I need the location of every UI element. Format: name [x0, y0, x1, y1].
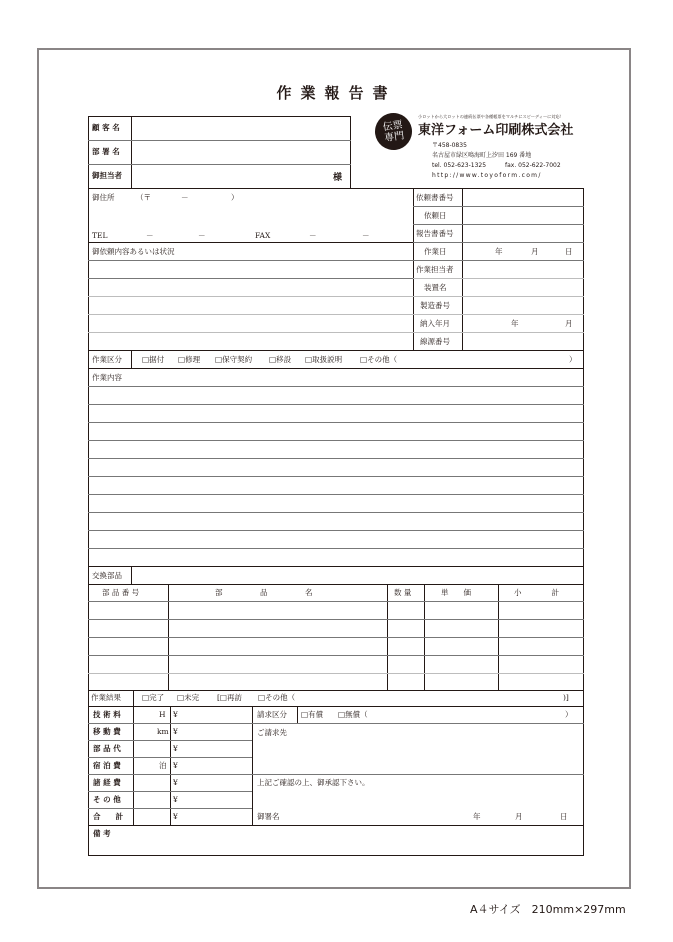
divider [413, 278, 584, 279]
device-name-label: 装置名 [424, 283, 447, 292]
divider [413, 242, 584, 243]
travel-fee-field[interactable] [182, 725, 250, 739]
request-date-label: 依頼日 [424, 211, 447, 220]
work-result-label: 作業結果 [91, 693, 121, 702]
parts-row-4-name[interactable] [170, 657, 385, 672]
parts-row-3-price[interactable] [426, 639, 496, 654]
delivery-year: 年 [511, 319, 519, 328]
parts-row-4-price[interactable] [426, 657, 496, 672]
department-label: 部 署 名 [92, 147, 120, 156]
parts-header-name: 部 品 名 [215, 588, 313, 597]
billing-paid-checkbox[interactable]: □有償 [301, 710, 324, 719]
technical-fee-yen: ¥ [173, 710, 178, 719]
parts-header-subtotal: 小 計 [514, 588, 559, 597]
postal-dash: － [181, 193, 189, 202]
billing-free-checkbox[interactable]: □無償（ [338, 710, 368, 719]
tel-label: TEL [92, 231, 108, 240]
source-number-field[interactable] [464, 334, 582, 349]
customer-name-field[interactable] [133, 118, 349, 139]
parts-row-2-number[interactable] [90, 621, 166, 636]
serial-number-field[interactable] [464, 298, 582, 313]
other-cost-label: そ の 他 [93, 795, 121, 804]
parts-row-2-price[interactable] [426, 621, 496, 636]
request-number-field[interactable] [464, 190, 582, 205]
remarks-field[interactable] [90, 840, 582, 854]
billing-close: ） [565, 710, 573, 719]
divider [413, 188, 414, 350]
divider [462, 188, 463, 350]
work-result-complete-checkbox[interactable]: □完了 [142, 693, 165, 702]
divider [131, 566, 132, 584]
technical-fee-label: 技 術 料 [93, 710, 121, 719]
parts-row-3-qty[interactable] [389, 639, 422, 654]
travel-fee-label: 移 動 費 [93, 727, 121, 736]
contact-person-label: 御担当者 [92, 171, 122, 180]
divider [88, 637, 584, 638]
address-label: 御住所 [92, 193, 115, 202]
lodging-fee-label: 宿 泊 費 [93, 761, 121, 770]
divider [88, 140, 351, 141]
device-name-field[interactable] [464, 280, 582, 295]
honorific-sama: 様 [333, 173, 343, 183]
signature-day: 日 [560, 812, 568, 821]
work-type-label: 作業区分 [92, 355, 122, 364]
divider [413, 224, 584, 225]
parts-row-5-price[interactable] [426, 675, 496, 689]
signature-month: 月 [515, 812, 523, 821]
parts-row-2-name[interactable] [170, 621, 385, 636]
billing-type-label: 請求区分 [257, 710, 287, 719]
parts-label: 交換部品 [92, 571, 122, 580]
work-result-incomplete-checkbox[interactable]: □未完 [177, 693, 200, 702]
parts-row-4-number[interactable] [90, 657, 166, 672]
divider [297, 706, 298, 723]
parts-row-1-name[interactable] [170, 603, 385, 618]
work-type-relocation-checkbox[interactable]: □移設 [269, 355, 292, 364]
parts-row-4-qty[interactable] [389, 657, 422, 672]
worker-label: 作業担当者 [416, 265, 454, 274]
paper-size-note: A４サイズ 210mm×297mm [470, 903, 626, 916]
work-result-other-checkbox[interactable]: □その他（ [258, 693, 296, 702]
worker-field[interactable] [464, 262, 582, 277]
report-number-label: 報告書番号 [416, 229, 454, 238]
parts-cost-yen: ¥ [173, 744, 178, 753]
divider [88, 260, 413, 261]
badge-text: 伝票 [382, 119, 404, 133]
divider [88, 673, 584, 674]
parts-row-4-subtotal[interactable] [500, 657, 582, 672]
misc-expenses-yen: ¥ [173, 778, 178, 787]
work-date-day: 日 [565, 247, 573, 256]
work-content-label: 作業内容 [92, 373, 122, 382]
address-field[interactable] [92, 206, 410, 226]
technical-fee-field[interactable] [182, 708, 250, 722]
company-url[interactable]: http://www.toyoform.com/ [432, 172, 542, 179]
report-number-field[interactable] [464, 226, 582, 241]
divider [88, 774, 584, 775]
parts-row-2-subtotal[interactable] [500, 621, 582, 636]
tel-dash: － [146, 231, 154, 240]
divider [413, 206, 584, 207]
delivery-month-label: 納入年月 [420, 319, 450, 328]
work-result-close: )] [563, 693, 569, 702]
work-date-month: 月 [531, 247, 539, 256]
divider [88, 242, 413, 243]
billing-to-label: ご請求先 [257, 728, 287, 737]
tel-dash: － [198, 231, 206, 240]
divider [88, 619, 584, 620]
page-title: 作業報告書 [276, 84, 397, 102]
divider [88, 601, 584, 602]
postal-close: ） [231, 193, 239, 202]
travel-fee-yen: ¥ [173, 727, 178, 736]
divider [88, 825, 584, 826]
divider [88, 584, 584, 585]
postal-open: （〒 [136, 193, 151, 202]
lodging-fee-field[interactable] [182, 759, 250, 773]
contact-person-field[interactable] [133, 166, 333, 187]
divider [88, 757, 252, 758]
parts-header-number: 部 品 番 号 [102, 588, 140, 597]
divider [88, 690, 584, 691]
lodging-fee-yen: ¥ [173, 761, 178, 770]
travel-fee-unit: km [157, 727, 169, 736]
billing-to-field[interactable] [256, 740, 582, 772]
work-type-instruction-checkbox[interactable]: □取扱説明 [305, 355, 343, 364]
divider [88, 791, 252, 792]
divider [88, 566, 584, 567]
parts-cost-label: 部 品 代 [93, 744, 121, 753]
divider [133, 690, 134, 706]
divider [131, 350, 132, 368]
company-name: 東洋フォーム印刷株式会社 [418, 123, 574, 138]
total-field[interactable] [182, 810, 250, 824]
signature-label: 御署名 [257, 812, 280, 821]
divider [88, 386, 584, 387]
fax-dash: － [362, 231, 370, 240]
parts-cost-field[interactable] [182, 742, 250, 756]
divider [413, 314, 584, 315]
request-details-label: 御依頼内容あるいは状況 [92, 247, 175, 256]
company-address: 名古屋市緑区鳴海町上汐田 169 番地 [432, 152, 532, 159]
divider [88, 740, 252, 741]
signature-year: 年 [473, 812, 481, 821]
total-yen: ¥ [173, 812, 178, 821]
parts-row-1-subtotal[interactable] [500, 603, 582, 618]
divider [88, 350, 584, 351]
divider [88, 164, 351, 165]
source-number-label: 線源番号 [420, 337, 450, 346]
divider [88, 808, 252, 809]
work-type-install-checkbox[interactable]: □据付 [142, 355, 165, 364]
misc-expenses-field[interactable] [182, 776, 250, 790]
work-content-field[interactable] [90, 388, 582, 564]
work-date-year: 年 [495, 247, 503, 256]
badge-text: 専門 [383, 130, 405, 144]
customer-name-label: 顧 客 名 [92, 123, 120, 132]
divider [413, 296, 584, 297]
divider [88, 655, 584, 656]
parts-row-5-subtotal[interactable] [500, 675, 582, 689]
parts-row-3-name[interactable] [170, 639, 385, 654]
divider [413, 332, 584, 333]
department-field[interactable] [133, 142, 349, 163]
work-type-close: ） [569, 355, 577, 364]
parts-row-5-qty[interactable] [389, 675, 422, 689]
company-postal: 〒458-0835 [432, 142, 467, 149]
fax-dash: － [309, 231, 317, 240]
parts-row-1-price[interactable] [426, 603, 496, 618]
company-tagline: 小ロットから大ロットの連続伝票や各種帳票をマルチにスピーディーに対応！ [418, 114, 564, 119]
request-number-label: 依頼書番号 [416, 193, 454, 202]
divider [413, 260, 584, 261]
parts-row-2-qty[interactable] [389, 621, 422, 636]
lodging-fee-unit: 泊 [159, 761, 167, 770]
fax-label: FAX [255, 231, 271, 240]
delivery-month: 月 [565, 319, 573, 328]
remarks-label: 備 考 [93, 829, 111, 838]
parts-row-3-number[interactable] [90, 639, 166, 654]
misc-expenses-label: 諸 経 費 [93, 778, 121, 787]
total-label: 合 計 [93, 812, 123, 821]
other-cost-field[interactable] [182, 793, 250, 807]
work-result-revisit-checkbox[interactable]: [□再訪 [217, 693, 243, 702]
work-type-maintenance-checkbox[interactable]: □保守契約 [215, 355, 253, 364]
divider [88, 723, 584, 724]
request-date-field[interactable] [464, 208, 582, 223]
parts-header-quantity: 数 量 [394, 588, 412, 597]
serial-number-label: 製造番号 [420, 301, 450, 310]
divider [88, 706, 584, 707]
parts-row-1-qty[interactable] [389, 603, 422, 618]
company-fax: fax. 052-622-7002 [505, 162, 561, 169]
company-tel: tel. 052-623-1325 [432, 162, 487, 169]
parts-row-1-number[interactable] [90, 603, 166, 618]
parts-row-5-number[interactable] [90, 675, 166, 689]
work-date-label: 作業日 [424, 247, 447, 256]
divider [131, 116, 132, 189]
approval-request-text: 上記ご確認の上、御承認下さい。 [257, 778, 370, 787]
work-type-repair-checkbox[interactable]: □修理 [178, 355, 201, 364]
technical-fee-unit: H [159, 710, 166, 719]
divider [88, 368, 584, 369]
request-details-field[interactable] [90, 262, 410, 348]
signature-field[interactable] [290, 808, 470, 823]
parts-row-3-subtotal[interactable] [500, 639, 582, 654]
other-cost-yen: ¥ [173, 795, 178, 804]
parts-header-unit-price: 単 価 [441, 588, 471, 597]
parts-row-5-name[interactable] [170, 675, 385, 689]
work-type-other-checkbox[interactable]: □その他（ [360, 355, 398, 364]
